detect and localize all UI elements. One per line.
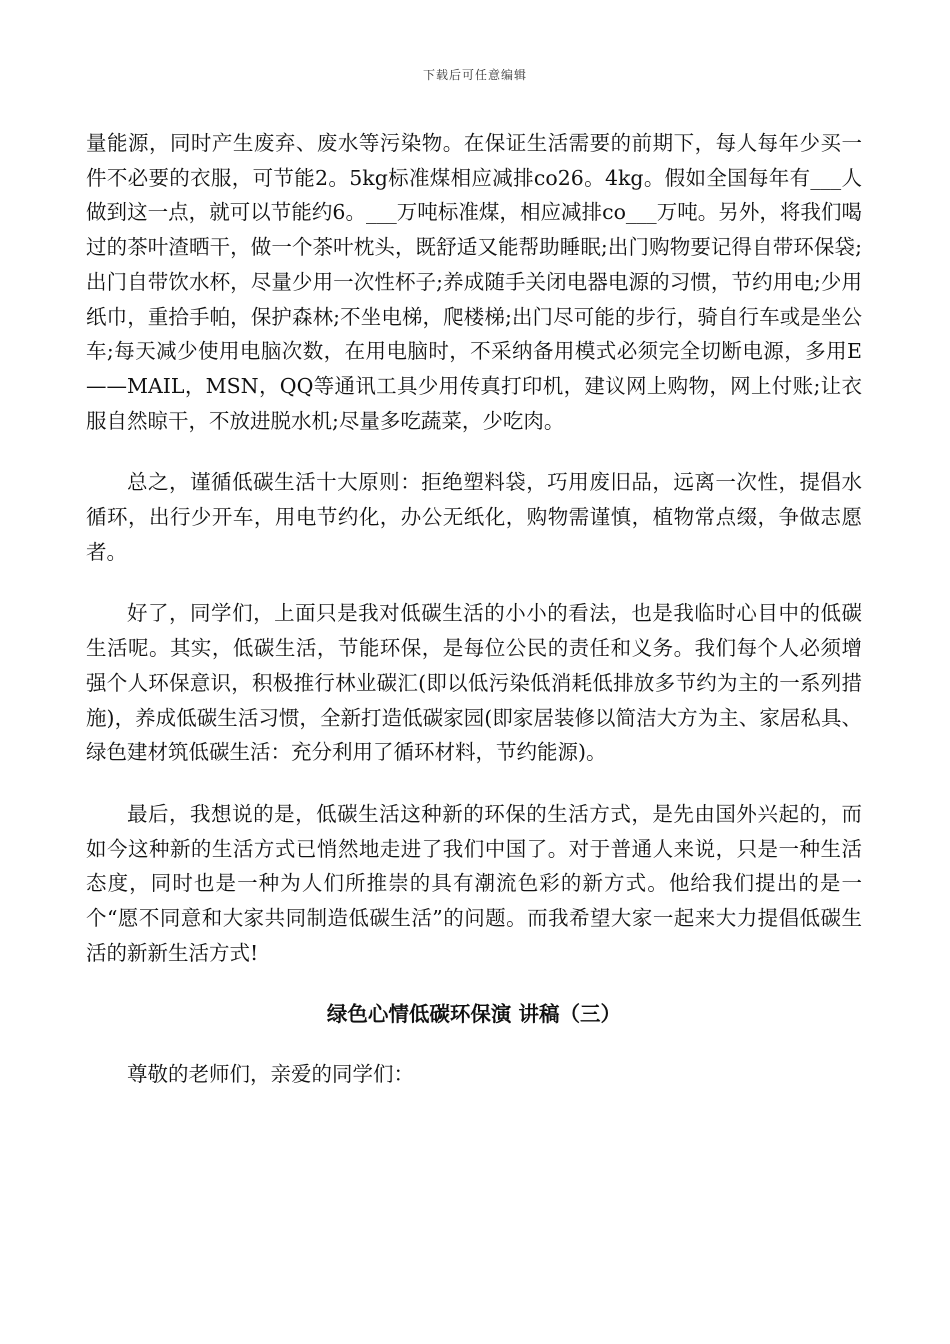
section-title: 绿色心情低碳环保演 讲稿（三） — [326, 1002, 622, 1027]
speech-greeting: 尊敬的老师们，亲爱的同学们： — [127, 1062, 414, 1087]
paragraph-conclusion: 最后，我想说的是，低碳生活这种新的环保的生活方式，是先由国外兴起的，而如今这种新的生活方式已悄然地走进了我们中国了。对于普通人来说，只是一种生活态度，同时也是一种为人们所推崇的具有潮流色彩的新方式。他给我们提出的是一个“愿不同意和大家共同制造低碳生活”的问题。而我希望大家一起来大力提倡低碳生活的新新生活方式! — [86, 801, 862, 965]
paragraph-ten-principles: 总之，谨循低碳生活十大原则：拒绝塑料袋，巧用废旧品，远离一次性，提倡水循环，出行少开车，用电节约化，办公无纸化，购物需谨慎，植物常点缀，争做志愿者。 — [86, 470, 862, 564]
paragraph-low-carbon-views: 好了，同学们，上面只是我对低碳生活的小小的看法，也是我临时心目中的低碳生活呢。其实，低碳生活，节能环保，是每位公民的责任和义务。我们每个人必须增强个人环保意识，积极推行林业碳汇(即以低污染低消耗低排放多节约为主的一系列措施)，养成低碳生活习惯，全新打造低碳家园(即家居装修以简洁大方为主、家居私具、绿色建材筑低碳生活：充分利用了循环材料，节约能源)。 — [86, 601, 862, 765]
page-header-note: 下载后可任意编辑 — [422, 68, 527, 82]
paragraph-energy-saving-tips: 量能源，同时产生废弃、废水等污染物。在保证生活需要的前期下，每人每年少买一件不必要的衣服，可节能2。5kg标准煤相应减排co26。4kg。假如全国每年有___人做到这一点，就可以节能约6。___万吨标准煤，相应减排co___万吨。另外，将我们喝过的茶叶渣晒干，做一个茶叶枕头，既舒适又能帮助睡眠;出门购物要记得自带环保袋;出门自带饮水杯，尽量少用一次性杯子;养成随手关闭电器电源的习惯，节约用电;少用纸巾，重拾手帕，保护森林;不坐电梯，爬楼梯;出门尽可能的步行，骑自行车或是坐公车;每天减少使用电脑次数，在用电脑时，不采纳备用模式必须完全切断电源，多用E——MAIL，MSN，QQ等通讯工具少用传真打印机，建议网上购物，网上付账;让衣服自然晾干，不放进脱水机;尽量多吃蔬菜，少吃肉。 — [86, 131, 862, 433]
document-body — [86, 126, 862, 1119]
